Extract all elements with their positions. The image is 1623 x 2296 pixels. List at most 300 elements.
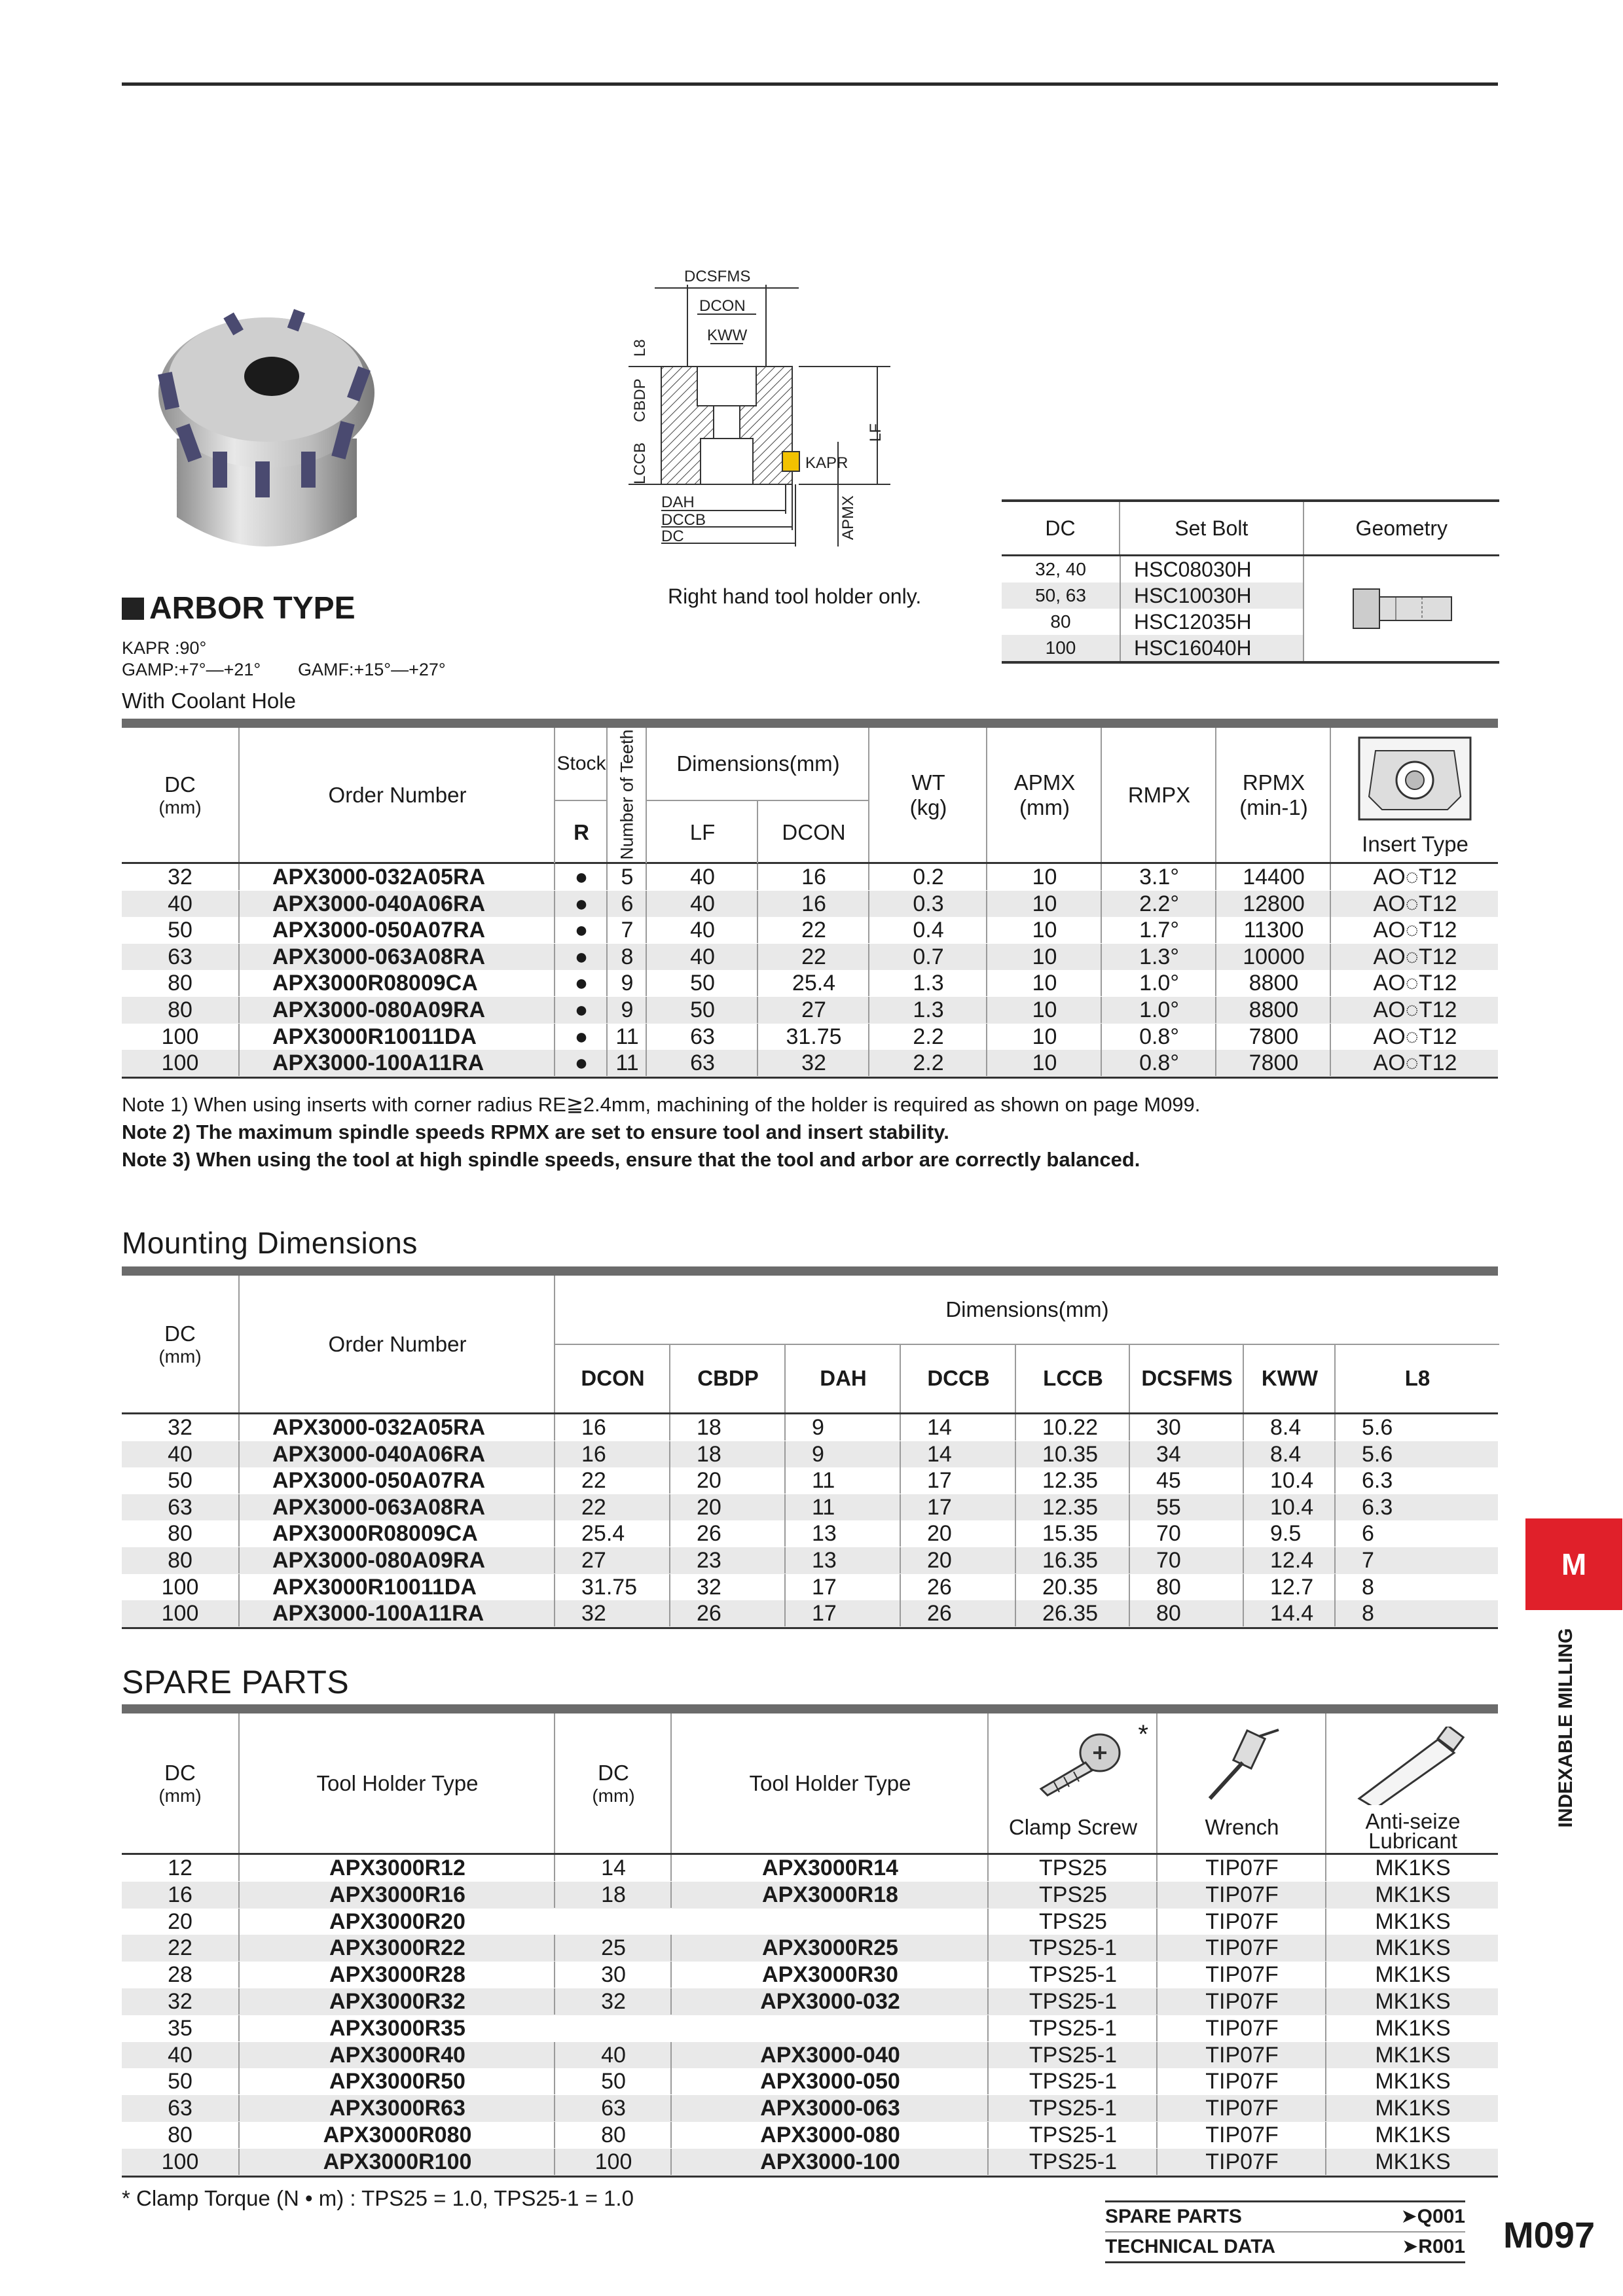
dcon-cell: 32 <box>757 1050 869 1076</box>
spare-cell: 100 <box>554 2149 672 2175</box>
mount-cell: 7 <box>1334 1547 1498 1573</box>
spare-cell: TPS25 <box>987 1855 1158 1881</box>
coolant-note: With Coolant Hole <box>122 689 296 713</box>
technical-data-link-ref: ➤R001 <box>1402 2236 1465 2257</box>
spare-cell: TPS25-1 <box>987 2068 1158 2094</box>
spare-cell: APX3000-080 <box>670 2122 989 2148</box>
spare-cell: MK1KS <box>1325 2122 1499 2148</box>
spare-header-lub1: Anti-seize <box>1365 1809 1461 1833</box>
mount-cell: 50 <box>168 1468 192 1494</box>
svg-text:LCCB: LCCB <box>631 442 649 484</box>
header-stock: Stock <box>554 728 608 800</box>
spare-cell: APX3000-040 <box>670 2042 989 2068</box>
mount-col-header: DAH <box>784 1344 901 1412</box>
spare-cell: 40 <box>168 2042 192 2068</box>
spare-cell: APX3000R14 <box>670 1855 989 1881</box>
cross-section-diagram <box>589 265 930 573</box>
spare-cell: APX3000-063 <box>670 2095 989 2121</box>
teeth-cell: 11 <box>606 1050 647 1076</box>
spare-header-type: Tool Holder Type <box>238 1713 555 1853</box>
table-row <box>122 1520 1498 1547</box>
spare-cell: 22 <box>168 1935 192 1961</box>
mount-cell: 26.35 <box>1015 1600 1129 1626</box>
header-rpmx-unit: (min-1) <box>1239 795 1308 819</box>
order-number-cell: APX3000-100A11RA <box>238 1050 554 1076</box>
svg-text:L8: L8 <box>631 339 649 357</box>
mount-cell: 14 <box>900 1441 1015 1467</box>
spare-cell: MK1KS <box>1325 2068 1499 2094</box>
table-row <box>122 1494 1498 1521</box>
header-lf: LF <box>646 800 758 863</box>
table-row <box>122 1467 1498 1494</box>
mount-cell: 20 <box>669 1494 784 1520</box>
spare-cell: TIP07F <box>1156 2095 1326 2121</box>
spare-cell: MK1KS <box>1325 2042 1499 2068</box>
dc-cell: 100 <box>161 1024 199 1049</box>
dcon-cell: 25.4 <box>757 970 869 996</box>
wt-cell: 2.2 <box>868 1050 987 1076</box>
mount-cell: 10.22 <box>1015 1414 1129 1441</box>
spare-header-lub2: Lubricant <box>1368 1829 1457 1853</box>
spare-cell: TIP07F <box>1156 2068 1326 2094</box>
table-row <box>122 1988 1498 2015</box>
rpmx-cell: 10000 <box>1215 944 1331 970</box>
mount-cell: 20 <box>669 1467 784 1494</box>
spare-cell: APX3000R18 <box>670 1882 989 1908</box>
table-row <box>122 1024 1498 1050</box>
mount-cell: 20 <box>900 1520 1015 1547</box>
insert-type-cell: AO◌T12 <box>1330 1050 1499 1076</box>
stock-cell: ● <box>554 1024 608 1050</box>
spare-cell: 50 <box>168 2069 192 2094</box>
spare-title: SPARE PARTS <box>122 1664 350 1700</box>
insert-type-cell: AO◌T12 <box>1330 1024 1499 1050</box>
technical-data-link-label: TECHNICAL DATA <box>1105 2236 1275 2257</box>
spare-cell: TIP07F <box>1156 1935 1326 1961</box>
spare-cell: APX3000R20 <box>238 1909 555 1935</box>
note-2: Note 2) The maximum spindle speeds RPMX are set to ensure tool and insert stability. <box>122 1121 949 1143</box>
order-number-cell: APX3000R10011DA <box>238 1024 554 1050</box>
mount-cell: 9 <box>784 1441 900 1467</box>
mount-cell: 31.75 <box>554 1574 669 1600</box>
mount-cell: 32 <box>669 1574 784 1600</box>
mount-cell: 8 <box>1334 1574 1498 1600</box>
spare-cell: 80 <box>168 2122 192 2147</box>
header-order: Order Number <box>238 728 555 862</box>
mount-col-header: KWW <box>1243 1344 1336 1412</box>
mounting-table-header <box>122 1276 1498 1414</box>
stock-cell: ● <box>554 864 608 890</box>
mount-cell: 22 <box>554 1467 669 1494</box>
spare-parts-link-label: SPARE PARTS <box>1105 2206 1242 2227</box>
svg-text:KAPR: KAPR <box>805 454 848 472</box>
stock-cell: ● <box>554 891 608 917</box>
mount-col-header: CBDP <box>669 1344 786 1412</box>
spare-cell: TPS25-1 <box>987 2122 1158 2148</box>
spare-cell: APX3000R35 <box>238 2015 555 2041</box>
insert-type-cell: AO◌T12 <box>1330 917 1499 943</box>
mount-cell: 14.4 <box>1243 1600 1334 1626</box>
mount-cell: 5.6 <box>1334 1414 1498 1441</box>
mount-cell: 55 <box>1129 1494 1243 1520</box>
spare-cell: TIP07F <box>1156 1909 1326 1935</box>
note-1: Note 1) When using inserts with corner radius RE≧2.4mm, machining of the holder is required as shown on page M099. <box>122 1093 1201 1116</box>
spare-cell: 63 <box>168 2096 192 2121</box>
spare-cell: APX3000-050 <box>670 2068 989 2094</box>
table-row <box>122 2149 1498 2176</box>
spare-cell: APX3000R63 <box>238 2095 555 2121</box>
spare-cell: APX3000R16 <box>238 1882 555 1908</box>
svg-text:LF: LF <box>867 423 884 442</box>
spare-cell: APX3000R28 <box>238 1962 555 1988</box>
mount-cell: 13 <box>784 1547 900 1573</box>
mounting-title: Mounting Dimensions <box>122 1226 418 1260</box>
wt-cell: 0.7 <box>868 944 987 970</box>
gamp-spec: GAMP:+7°—+21° <box>122 660 261 679</box>
svg-text:DC: DC <box>661 528 684 545</box>
mount-cell: APX3000-063A08RA <box>238 1494 554 1520</box>
spare-cell: 63 <box>554 2095 672 2121</box>
mount-header-order: Order Number <box>238 1276 555 1412</box>
spare-cell: MK1KS <box>1325 2149 1499 2175</box>
table-row <box>122 2042 1498 2069</box>
mount-cell: 10.35 <box>1015 1441 1129 1467</box>
spare-cell: 18 <box>554 1882 672 1908</box>
rpmx-cell: 11300 <box>1215 917 1331 943</box>
rmpx-cell: 1.3° <box>1101 944 1216 970</box>
spare-header-mm: (mm) <box>158 1785 202 1806</box>
rpmx-cell: 8800 <box>1215 970 1331 996</box>
order-number-cell: APX3000-032A05RA <box>238 864 554 890</box>
table-row <box>122 917 1498 944</box>
insert-type-cell: AO◌T12 <box>1330 891 1499 917</box>
spare-cell: MK1KS <box>1325 1962 1499 1988</box>
dcon-cell: 22 <box>757 944 869 970</box>
spare-cell: TIP07F <box>1156 2149 1326 2175</box>
mount-cell: 16 <box>554 1441 669 1467</box>
arbor-table-body <box>122 864 1498 1077</box>
spare-header-mm2: (mm) <box>592 1785 635 1806</box>
wrench-icon <box>1194 1727 1292 1805</box>
spare-parts-link[interactable] <box>1105 2202 1465 2233</box>
table-row <box>122 1962 1498 1988</box>
apmx-cell: 10 <box>986 997 1102 1023</box>
header-dcon: DCON <box>757 800 869 863</box>
teeth-cell: 8 <box>606 944 647 970</box>
lf-cell: 50 <box>646 970 758 996</box>
svg-text:DCSFMS: DCSFMS <box>684 268 751 285</box>
dcon-cell: 27 <box>757 997 869 1023</box>
table-row <box>122 864 1498 891</box>
section-tab-m[interactable]: M <box>1525 1518 1622 1610</box>
mount-col-header: LCCB <box>1015 1344 1130 1412</box>
spare-cell: MK1KS <box>1325 2095 1499 2121</box>
rmpx-cell: 1.0° <box>1101 970 1216 996</box>
arbor-title: ARBOR TYPE <box>149 591 356 626</box>
mount-cell: APX3000R08009CA <box>238 1520 554 1547</box>
order-number-cell: APX3000-063A08RA <box>238 944 554 970</box>
mount-cell: 20.35 <box>1015 1574 1129 1600</box>
teeth-cell: 11 <box>606 1024 647 1050</box>
spare-cell: APX3000R22 <box>238 1935 555 1961</box>
header-insert: Insert Type <box>1362 832 1468 856</box>
mount-cell: 26 <box>669 1520 784 1547</box>
gamf-spec: GAMF:+15°—+27° <box>298 660 446 679</box>
spare-cell: MK1KS <box>1325 1988 1499 2015</box>
dcon-cell: 31.75 <box>757 1024 869 1050</box>
spare-header-dc: DC <box>164 1760 196 1785</box>
mount-cell: APX3000-050A07RA <box>238 1467 554 1494</box>
order-number-cell: APX3000-080A09RA <box>238 997 554 1023</box>
insert-type-cell: AO◌T12 <box>1330 997 1499 1023</box>
bolt-dc: 50, 63 <box>1035 585 1086 605</box>
spare-cell: 100 <box>161 2149 199 2174</box>
star-mark: * <box>1138 1720 1148 1749</box>
bolt-dc: 100 <box>1045 637 1076 658</box>
spare-cell: TPS25-1 <box>987 1962 1158 1988</box>
wt-cell: 0.3 <box>868 891 987 917</box>
table-row <box>122 997 1498 1024</box>
spare-cell: APX3000R30 <box>670 1962 989 1988</box>
lf-cell: 63 <box>646 1024 758 1050</box>
mount-cell: APX3000-032A05RA <box>238 1414 554 1441</box>
spare-cell: 30 <box>554 1962 672 1988</box>
side-label: INDEXABLE MILLING <box>1555 1628 1577 1828</box>
spare-cell: 35 <box>168 2015 192 2041</box>
mount-cell: 17 <box>784 1574 900 1600</box>
mount-cell: 10.4 <box>1243 1494 1334 1520</box>
apmx-cell: 10 <box>986 891 1102 917</box>
spare-cell: 40 <box>554 2042 672 2068</box>
spare-cell: TPS25-1 <box>987 2095 1158 2121</box>
order-number-cell: APX3000-040A06RA <box>238 891 554 917</box>
spare-cell: MK1KS <box>1325 1882 1499 1908</box>
mount-cell: 9.5 <box>1243 1520 1334 1547</box>
lf-cell: 50 <box>646 997 758 1023</box>
svg-text:KWW: KWW <box>707 327 748 344</box>
spare-cell: APX3000R080 <box>238 2122 555 2148</box>
mount-col-header: DCSFMS <box>1129 1344 1244 1412</box>
mount-cell: 8.4 <box>1243 1441 1334 1467</box>
bolt-name: HSC08030H <box>1120 556 1303 583</box>
spare-cell: APX3000-032 <box>670 1988 989 2015</box>
header-teeth: Number of Teeth <box>617 729 637 860</box>
lf-cell: 40 <box>646 891 758 917</box>
mount-cell: 5.6 <box>1334 1441 1498 1467</box>
table-row <box>122 1441 1498 1468</box>
mount-cell: 12.7 <box>1243 1574 1334 1600</box>
rpmx-cell: 8800 <box>1215 997 1331 1023</box>
spare-header-dc2: DC <box>598 1760 629 1785</box>
mount-cell: APX3000R10011DA <box>238 1574 554 1600</box>
svg-text:DAH: DAH <box>661 493 695 511</box>
rmpx-cell: 0.8° <box>1101 1024 1216 1050</box>
insert-type-cell: AO◌T12 <box>1330 864 1499 890</box>
spare-header-clamp: Clamp Screw <box>1008 1815 1138 1839</box>
dcon-cell: 16 <box>757 864 869 890</box>
table-row <box>122 2122 1498 2149</box>
rmpx-cell: 1.0° <box>1101 997 1216 1023</box>
order-number-cell: APX3000R08009CA <box>238 970 554 996</box>
bolt-header-geometry: Geometry <box>1303 502 1499 554</box>
mount-cell: 32 <box>554 1600 669 1626</box>
table-row <box>122 2068 1498 2095</box>
lf-cell: 40 <box>646 864 758 890</box>
mount-cell: 100 <box>161 1601 199 1626</box>
apmx-cell: 10 <box>986 1050 1102 1076</box>
mount-cell: 16 <box>554 1414 669 1441</box>
set-bolt-table <box>1002 499 1499 664</box>
table-row <box>122 1882 1498 1909</box>
spare-cell: 25 <box>554 1935 672 1961</box>
teeth-cell: 9 <box>606 970 647 996</box>
mount-col-header: L8 <box>1334 1344 1499 1412</box>
rmpx-cell: 1.7° <box>1101 917 1216 943</box>
wt-cell: 2.2 <box>868 1024 987 1050</box>
note-3: Note 3) When using the tool at high spindle speeds, ensure that the tool and arbor are correctly balanced. <box>122 1148 1140 1171</box>
mount-cell: 9 <box>784 1414 900 1441</box>
table-row <box>122 1547 1498 1574</box>
mount-cell: 17 <box>784 1600 900 1626</box>
mount-header-dims: Dimensions(mm) <box>554 1276 1499 1345</box>
mount-cell: 22 <box>554 1494 669 1520</box>
mount-cell: 11 <box>784 1467 900 1494</box>
spare-cell: APX3000R32 <box>238 1988 555 2015</box>
geometry-cell <box>1303 556 1501 661</box>
header-kg: (kg) <box>909 795 947 819</box>
dc-cell: 80 <box>168 971 192 996</box>
header-apmx: APMX <box>1013 770 1076 795</box>
table-row <box>122 2015 1498 2042</box>
table-row <box>122 1855 1498 1882</box>
svg-text:DCCB: DCCB <box>661 511 706 529</box>
svg-text:CBDP: CBDP <box>631 378 649 422</box>
header-rmpx: RMPX <box>1101 728 1216 862</box>
bolt-header-dc: DC <box>1045 516 1076 540</box>
spare-cell: 28 <box>168 1962 192 1988</box>
spare-cell: APX3000-100 <box>670 2149 989 2175</box>
arbor-table-header <box>122 728 1498 864</box>
mounting-table-body <box>122 1414 1498 1627</box>
wt-cell: 1.3 <box>868 997 987 1023</box>
torque-note: * Clamp Torque (N • m) : TPS25 = 1.0, TPS25-1 = 1.0 <box>122 2186 634 2210</box>
spare-cell: 20 <box>168 1909 192 1934</box>
bolt-dc: 32, 40 <box>1035 559 1086 579</box>
spare-cell: 32 <box>168 1988 192 2014</box>
spare-cell: TPS25-1 <box>987 2015 1158 2041</box>
mount-cell: 63 <box>168 1494 192 1520</box>
mount-cell: 80 <box>1129 1574 1243 1600</box>
mount-cell: APX3000-080A09RA <box>238 1547 554 1573</box>
table-row <box>122 1574 1498 1601</box>
spare-header-wrench: Wrench <box>1205 1815 1279 1839</box>
mount-cell: 6 <box>1334 1520 1498 1547</box>
mount-cell: 14 <box>900 1414 1015 1441</box>
rmpx-cell: 0.8° <box>1101 1050 1216 1076</box>
mount-cell: 80 <box>168 1521 192 1547</box>
spare-cell: APX3000R40 <box>238 2042 555 2068</box>
table-row <box>122 1935 1498 1962</box>
spare-header-type2: Tool Holder Type <box>670 1713 989 1853</box>
mount-cell: 80 <box>168 1547 192 1573</box>
header-apmx-mm: (mm) <box>1019 795 1070 819</box>
dc-cell: 40 <box>168 891 192 916</box>
wt-cell: 0.4 <box>868 917 987 943</box>
spare-cell: TIP07F <box>1156 1962 1326 1988</box>
mount-cell: 70 <box>1129 1547 1243 1573</box>
mount-cell: 17 <box>900 1494 1015 1520</box>
mount-col-header: DCCB <box>900 1344 1016 1412</box>
table-row <box>122 1050 1498 1077</box>
diagram-caption: Right hand tool holder only. <box>668 584 922 608</box>
spare-cell: TIP07F <box>1156 1855 1326 1881</box>
technical-data-link[interactable] <box>1105 2233 1465 2261</box>
heading-square-icon <box>122 598 144 620</box>
spare-table-header <box>122 1713 1498 1855</box>
spare-cell: MK1KS <box>1325 1855 1499 1881</box>
bolt-header-setbolt: Set Bolt <box>1119 502 1303 554</box>
lf-cell: 40 <box>646 944 758 970</box>
lf-cell: 63 <box>646 1050 758 1076</box>
spare-cell: TIP07F <box>1156 2122 1326 2148</box>
top-rule <box>122 82 1498 86</box>
spare-cell: TPS25 <box>987 1909 1158 1935</box>
spare-cell: 12 <box>168 1856 192 1880</box>
spare-cell: TPS25-1 <box>987 1988 1158 2015</box>
arbor-heading <box>122 590 356 626</box>
spare-cell: TPS25 <box>987 1882 1158 1908</box>
wt-cell: 0.2 <box>868 864 987 890</box>
apmx-cell: 10 <box>986 1024 1102 1050</box>
table-row <box>122 1600 1498 1627</box>
stock-cell: ● <box>554 970 608 996</box>
arbor-table <box>122 719 1498 1079</box>
dc-cell: 32 <box>168 865 192 889</box>
spare-cell: APX3000R50 <box>238 2068 555 2094</box>
mount-cell: 8.4 <box>1243 1414 1334 1441</box>
mount-cell: 32 <box>168 1415 192 1440</box>
svg-text:DCON: DCON <box>699 297 746 315</box>
mount-cell: 16.35 <box>1015 1547 1129 1573</box>
spare-cell: TIP07F <box>1156 1882 1326 1908</box>
table-row <box>122 970 1498 997</box>
clamp-screw-icon <box>1028 1730 1126 1802</box>
table-row <box>122 1414 1498 1441</box>
teeth-cell: 9 <box>606 997 647 1023</box>
bolt-name: HSC16040H <box>1120 635 1303 661</box>
lf-cell: 40 <box>646 917 758 943</box>
spare-cell: TPS25-1 <box>987 2149 1158 2175</box>
dc-cell: 80 <box>168 997 192 1022</box>
mount-cell: 25.4 <box>554 1520 669 1547</box>
rmpx-cell: 2.2° <box>1101 891 1216 917</box>
spare-cell: TPS25-1 <box>987 2042 1158 2068</box>
header-r: R <box>554 800 608 863</box>
svg-text:APMX: APMX <box>839 495 857 540</box>
spare-cell: 50 <box>554 2068 672 2094</box>
mount-cell: APX3000-100A11RA <box>238 1600 554 1626</box>
insert-type-cell: AO◌T12 <box>1330 944 1499 970</box>
spare-cell: APX3000R12 <box>238 1855 555 1881</box>
spare-cell: MK1KS <box>1325 2015 1499 2041</box>
header-dc: DC <box>164 772 196 797</box>
rmpx-cell: 3.1° <box>1101 864 1216 890</box>
rpmx-cell: 7800 <box>1215 1024 1331 1050</box>
rpmx-cell: 14400 <box>1215 864 1331 890</box>
spare-cell: 80 <box>554 2122 672 2148</box>
footer-links <box>1105 2200 1465 2263</box>
mount-cell: 27 <box>554 1547 669 1573</box>
